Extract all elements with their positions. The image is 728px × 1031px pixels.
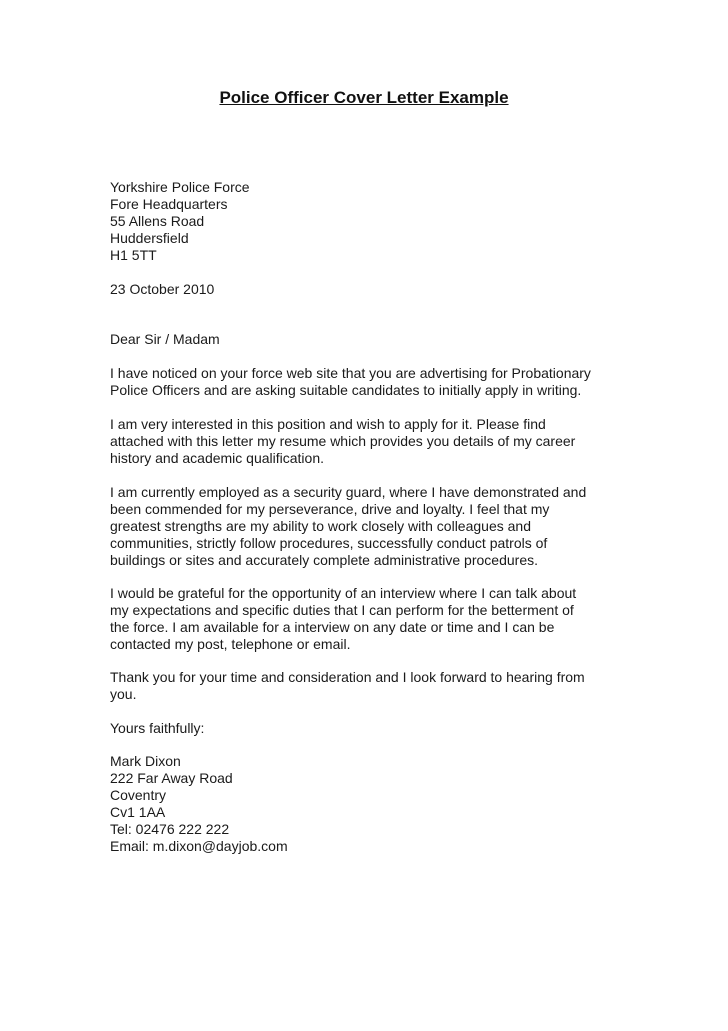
paragraph-line: communities, strictly follow procedures, successfully conduct patrols of (110, 535, 548, 551)
address-line: Fore Headquarters (110, 196, 228, 212)
paragraph-5 (110, 669, 630, 703)
address-line: H1 5TT (110, 247, 157, 263)
paragraph-line: been commended for my perseverance, drive and loyalty. I feel that my (110, 501, 550, 517)
paragraph-line: I have noticed on your force web site that you are advertising for Probationary (110, 365, 591, 381)
sender-postcode: Cv1 1AA (110, 804, 166, 820)
letter-date (110, 281, 630, 298)
paragraph-line: you. (110, 686, 137, 702)
date-text: 23 October 2010 (110, 281, 215, 297)
paragraph-line: Police Officers and are asking suitable candidates to initially apply in writing. (110, 382, 582, 398)
paragraph-line: history and academic qualification. (110, 450, 325, 466)
paragraph-3 (110, 484, 630, 569)
paragraph-1 (110, 365, 630, 399)
salutation-text: Dear Sir / Madam (110, 331, 220, 347)
paragraph-line: my expectations and specific duties that I can perform for the betterment of (110, 602, 574, 618)
paragraph-line: I am currently employed as a security guard, where I have demonstrated and (110, 484, 587, 500)
sender-email: Email: m.dixon@dayjob.com (110, 838, 288, 854)
paragraph-line: greatest strengths are my ability to work closely with colleagues and (110, 518, 531, 534)
paragraph-2 (110, 416, 630, 467)
paragraph-4 (110, 585, 630, 653)
salutation (110, 331, 630, 348)
sender-street: 222 Far Away Road (110, 770, 233, 786)
paragraph-line: I would be grateful for the opportunity of an interview where I can talk about (110, 585, 577, 601)
paragraph-line: I am very interested in this position and wish to apply for it. Please find (110, 416, 546, 432)
closing (110, 720, 630, 737)
page-title: Police Officer Cover Letter Example (219, 88, 509, 107)
sender-details (110, 753, 630, 855)
sender-telephone: Tel: 02476 222 222 (110, 821, 230, 837)
sender-name: Mark Dixon (110, 753, 181, 769)
paragraph-line: attached with this letter my resume which provides you details of my career (110, 433, 576, 449)
paragraph-line: Thank you for your time and consideration and I look forward to hearing from (110, 669, 585, 685)
paragraph-line: the force. I am available for a interview on any date or time and I can be (110, 619, 555, 635)
address-line: Yorkshire Police Force (110, 179, 250, 195)
address-line: Huddersfield (110, 230, 189, 246)
paragraph-line: contacted my post, telephone or email. (110, 636, 351, 652)
closing-text: Yours faithfully: (110, 720, 205, 736)
paragraph-line: buildings or sites and accurately complete administrative procedures. (110, 552, 538, 568)
recipient-address (110, 179, 630, 264)
address-line: 55 Allens Road (110, 213, 205, 229)
sender-city: Coventry (110, 787, 167, 803)
